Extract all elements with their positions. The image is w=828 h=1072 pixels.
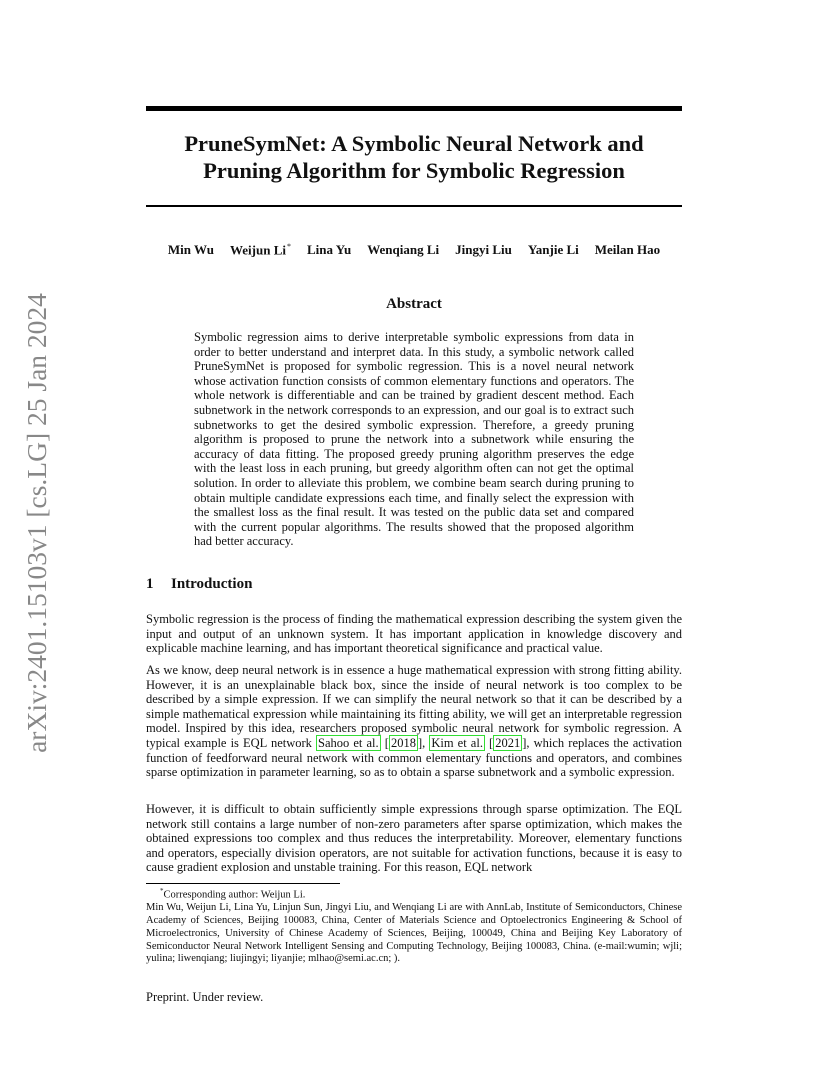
author-list xyxy=(146,242,682,258)
paper-title xyxy=(146,130,682,184)
citation-link-sahoo[interactable]: Sahoo et al. xyxy=(318,735,379,750)
author-name-corresponding: Weijun Li* xyxy=(230,242,291,258)
preprint-note: Preprint. Under review. xyxy=(146,990,264,1004)
footnote-affiliations: Min Wu, Weijun Li, Lina Yu, Linjun Sun, Jingyi Liu, and Wenqiang Li are with AnnLab, Institute of Semiconductors, Chinese Academy of Sciences, Beijing 100083, China, Center of Materials Science and Optoelectronics Engineering & School of Microelectronics, University of Chinese Academy of Sciences, Beijing, 100049, China and Beijing Key Laboratory of Semiconductor Neural Network Intelligent Sensing and Computing Technology, Beijing 100083, China. (e-mail:wumin; wjli; yulina; liwenqiang; liujingyi; liyanjie; mlhao@semi.ac.cn; ). xyxy=(146,902,682,965)
footnote-mark: * xyxy=(160,887,164,895)
intro-paragraph-2-text: As we know, deep neural network is in essence a huge mathematical expression with strong fitting ability. However, it is an unexplainable black box, since the inside of neural network is too complex to be described by a simple expression. If we can simplify the neural network so that it can be described by a simple mathematical expression while maintaining its fitting ability, we will get an interpretable regression model. Inspired by this idea, researchers proposed symbolic neural network for symbolic regression. A typical example is EQL network xyxy=(146,663,682,750)
abstract-heading: Abstract xyxy=(386,296,442,312)
paper-title-line-1: PruneSymNet: A Symbolic Neural Network and xyxy=(184,131,644,156)
author-name: Wenqiang Li xyxy=(367,242,440,257)
author-name: Lina Yu xyxy=(307,242,352,257)
citation-year-link-kim[interactable]: 2021 xyxy=(495,735,521,750)
paper-title-line-2: Pruning Algorithm for Symbolic Regression xyxy=(203,158,625,183)
citation-link-kim[interactable]: Kim et al. xyxy=(431,735,483,750)
author-name: Min Wu xyxy=(167,242,214,257)
intro-paragraph-2: As we know, deep neural network is in essence a huge mathematical expression with strong fitting ability. However, it is an unexplainable black box, since the inside of neural network is too complex to be described by a simple expression. If we can simplify the neural network so that it can be described by a simple mathematical expression while maintaining its fitting ability, we will get an interpretable regression model. Inspired by this idea, researchers proposed symbolic neural network for symbolic regression. A typical example is EQL network Sahoo et al. [ 2018 ], Kim et al. [ 2021 ], which replaces the activation function of feedforward neural network with common elementary functions and operators, and combines sparse optimization in parameter learning, so as to obtain a sparse subnetwork and a symbolic expression. xyxy=(146,663,683,780)
intro-paragraph-3: However, it is difficult to obtain sufficiently simple expressions through sparse optimization. The EQL network still contains a large number of non-zero parameters after sparse optimization, which makes the obtained expressions too complex and thus reduces the interpretability. Moreover, elementary functions and operators, especially division operators, are not suitable for activation functions, because it is easy to cause gradient explosion and unstable training. For this reason, EQL network xyxy=(146,802,682,875)
intro-paragraph-1: Symbolic regression is the process of finding the mathematical expression describing the system given the input and output of an unknown system. It has important application in knowledge discovery and explicable machine learning, and has important theoretical significance and practical value. xyxy=(146,612,682,656)
author-name: Yanjie Li xyxy=(527,242,579,257)
section-title: Introduction xyxy=(171,576,253,592)
citation-year-link-sahoo[interactable]: 2018 xyxy=(390,735,416,750)
arxiv-identifier-stamp xyxy=(20,293,54,753)
footnotes xyxy=(146,885,682,966)
footnote-corresponding-author: *Corresponding author: Weijun Li. xyxy=(160,887,306,901)
arxiv-identifier-text: arXiv:2401.15103v1 [cs.LG] 25 Jan 2024 xyxy=(21,293,52,753)
corresponding-author-mark: * xyxy=(287,242,291,251)
title-top-rule xyxy=(146,106,682,111)
author-name: Meilan Hao xyxy=(594,242,661,257)
footnote-rule xyxy=(146,883,340,884)
title-bottom-rule xyxy=(146,205,682,207)
intro-paragraph-2-continued: , which replaces the activation function of feedforward neural network with common elementary functions and operators, and combines sparse optimization in parameter learning, so as to obtain a sparse subnetwork and a symbolic expression. xyxy=(146,735,683,780)
section-number: 1 xyxy=(146,576,154,592)
author-name: Jingyi Liu xyxy=(455,242,512,257)
abstract-text: Symbolic regression aims to derive interpretable symbolic expressions from data in order to better understand and interpret data. In this study, a symbolic network called PruneSymNet is proposed for symbolic regression. This is a novel neural network whose activation function consists of common elementary functions and operators. The whole network is differentiable and can be trained by gradient descent method. Each subnetwork in the network corresponds to an expression, and our goal is to extract such subnetworks to get the desired symbolic expression. Therefore, a greedy pruning algorithm is proposed to prune the network into a subnetwork while ensuring the accuracy of data fitting. The proposed greedy pruning algorithm preserves the edge with the least loss in each pruning, but greedy algorithm often can not get the optimal solution. In order to alleviate this problem, we combine beam search during pruning to obtain multiple candidate expressions each time, and finally select the expression with the smallest loss as the final result. It was tested on the public data set and compared with the current popular algorithms. The results showed that the proposed algorithm had better accuracy. xyxy=(194,330,634,549)
section-heading xyxy=(146,576,252,593)
